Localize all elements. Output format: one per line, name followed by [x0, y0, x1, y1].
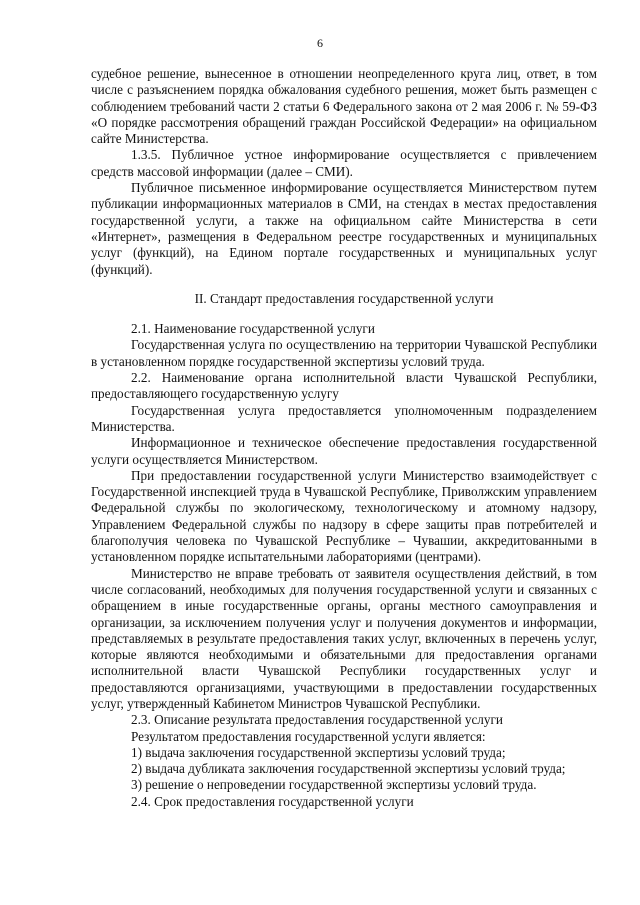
page-number: 6 [317, 36, 323, 50]
paragraph-ministry-restrictions: Министерство не вправе требовать от заявителя осуществления действий, в том числе согласований, необходимых для получения государственной услуги и связанных с обращением в иные государственные органы, органы местного самоуправления и организации, за исключением получения услуг и получения документов и информации, представляемых в результате предоставления таких услуг, включенных в перечень услуг, которые являются необходимыми и обязательными для предоставления органами исполнительной власти Чувашской Республики государственных услуг и предоставляются организациями, участвующими в предоставлении государственных услуг, утвержденный Кабинетом Министров Чувашской Республики. [91, 565, 597, 711]
section-title: II. Стандарт предоставления государственной услуги [194, 290, 494, 306]
paragraph-1-3-5: 1.3.5. Публичное устное информирование осуществляется с привлечением средств массовой информации (далее – СМИ). [91, 147, 597, 179]
list-item-result-2: 2) выдача дубликата заключения государственной экспертизы условий труда; [131, 761, 566, 777]
document-body [91, 66, 597, 810]
paragraph-public-written-info: Публичное письменное информирование осуществляется Министерством путем публикации информационных материалов в СМИ, на стендах в местах предоставления государственной услуги, а также на официальном сайте Министерства в сети «Интернет», размещения в Федеральном реестре государственных и муниципальных услуг (функций), на Едином портале государственных и муниципальных услуг (функций). [91, 180, 597, 277]
paragraph-info-support: Информационное и техническое обеспечение предоставления государственной услуги осуществляется Министерством. [91, 435, 597, 467]
list-item-result-1: 1) выдача заключения государственной экспертизы условий труда; [131, 744, 506, 760]
paragraph-interaction: При предоставлении государственной услуги Министерство взаимодействует с Государственной инспекцией труда в Чувашской Республике, Приволжским управлением Федеральной службы по экологическому, технологическому и атомному надзору, Управлением Федеральной службы по надзору в сфере защиты прав потребителей и благополучия человека по Чувашской Республике – Чувашии, аккредитованными в установленном порядке испытательными лабораториями (центрами). [91, 467, 597, 565]
paragraph-court-decision: судебное решение, вынесенное в отношении неопределенного круга лиц, ответ, в том числе с разъяснением порядка обжалования судебного решения, может быть размещен с соблюдением требований части 2 статьи 6 Федерального закона от 2 мая 2006 г. № 59-ФЗ «О порядке рассмотрения обращений граждан Российской Федерации» на официальном сайте Министерства. [91, 66, 597, 147]
heading-2-2: 2.2. Наименование органа исполнительной власти Чувашской Республики, предоставляющего государственную услугу [91, 370, 597, 402]
heading-2-3: 2.3. Описание результата предоставления государственной услуги [131, 712, 503, 728]
paragraph-service-name: Государственная услуга по осуществлению на территории Чувашской Республики в установленном порядке государственной экспертизы условий труда. [91, 337, 597, 369]
heading-2-4: 2.4. Срок предоставления государственной услуги [131, 793, 414, 809]
heading-2-1: 2.1. Наименование государственной услуги [131, 321, 375, 337]
list-item-result-3: 3) решение о непроведении государственной экспертизы условий труда. [131, 777, 537, 793]
paragraph-result-intro: Результатом предоставления государственной услуги является: [131, 728, 486, 744]
paragraph-service-provider: Государственная услуга предоставляется уполномоченным подразделением Министерства. [91, 402, 597, 434]
